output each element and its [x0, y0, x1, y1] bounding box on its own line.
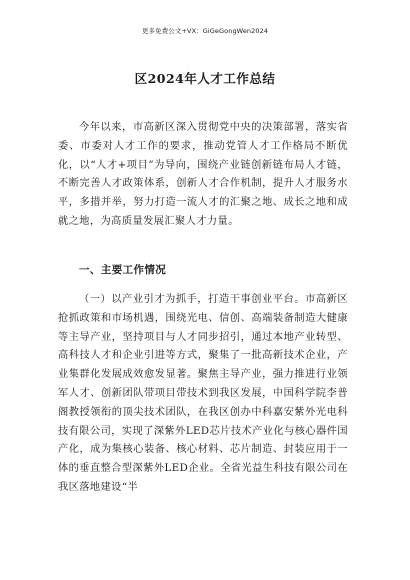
section-heading: 一、主要工作情况 [79, 264, 167, 276]
header-note: 更多免费公文+VX：GiGeGongWen2024 [141, 27, 269, 35]
document-title: 区2024年人才工作总结 [134, 71, 276, 86]
section-paragraph: （一）以产业引才为抓手，打造干事创业平台。市高新区抢抓政策和市场机遇，围绕光电、信创、高端装备制造大健康等主导产业，坚持项目与人才同步招引，通过本地产业转型、高科技人才和企业引进等方式，聚集了一批高新技术企业，产业集群化发展成效愈发显著。聚焦主导产业，强力推进行业领军人才、创新团队带项目带技术到我区发展，中国科学院李普阁教授领衔的顶尖技术团队，在我区创办中科嘉安紫外光电科技有限公司，实现了深紫外LED芯片技术产业化与核心器件国产化，成为集核心装备、核心材料、芯片制造、封装应用于一体的垂直整合型深紫外LED企业。全省光益生科技有限公司在我区落地建设“半 [58, 294, 348, 493]
intro-paragraph: 今年以来，市高新区深入贯彻党中央的决策部署，落实省委、市委对人才工作的要求，推动党管人才工作格局不断优化，以“人才+项目”为导向，围绕产业链创新链布局人才链，不断完善人才政策体系，创新人才合作机制，提升人才服务水平，多措并举，努力打造一流人才的汇聚之地、成长之地和成就之地，为高质量发展汇聚人才力量。 [58, 122, 348, 227]
